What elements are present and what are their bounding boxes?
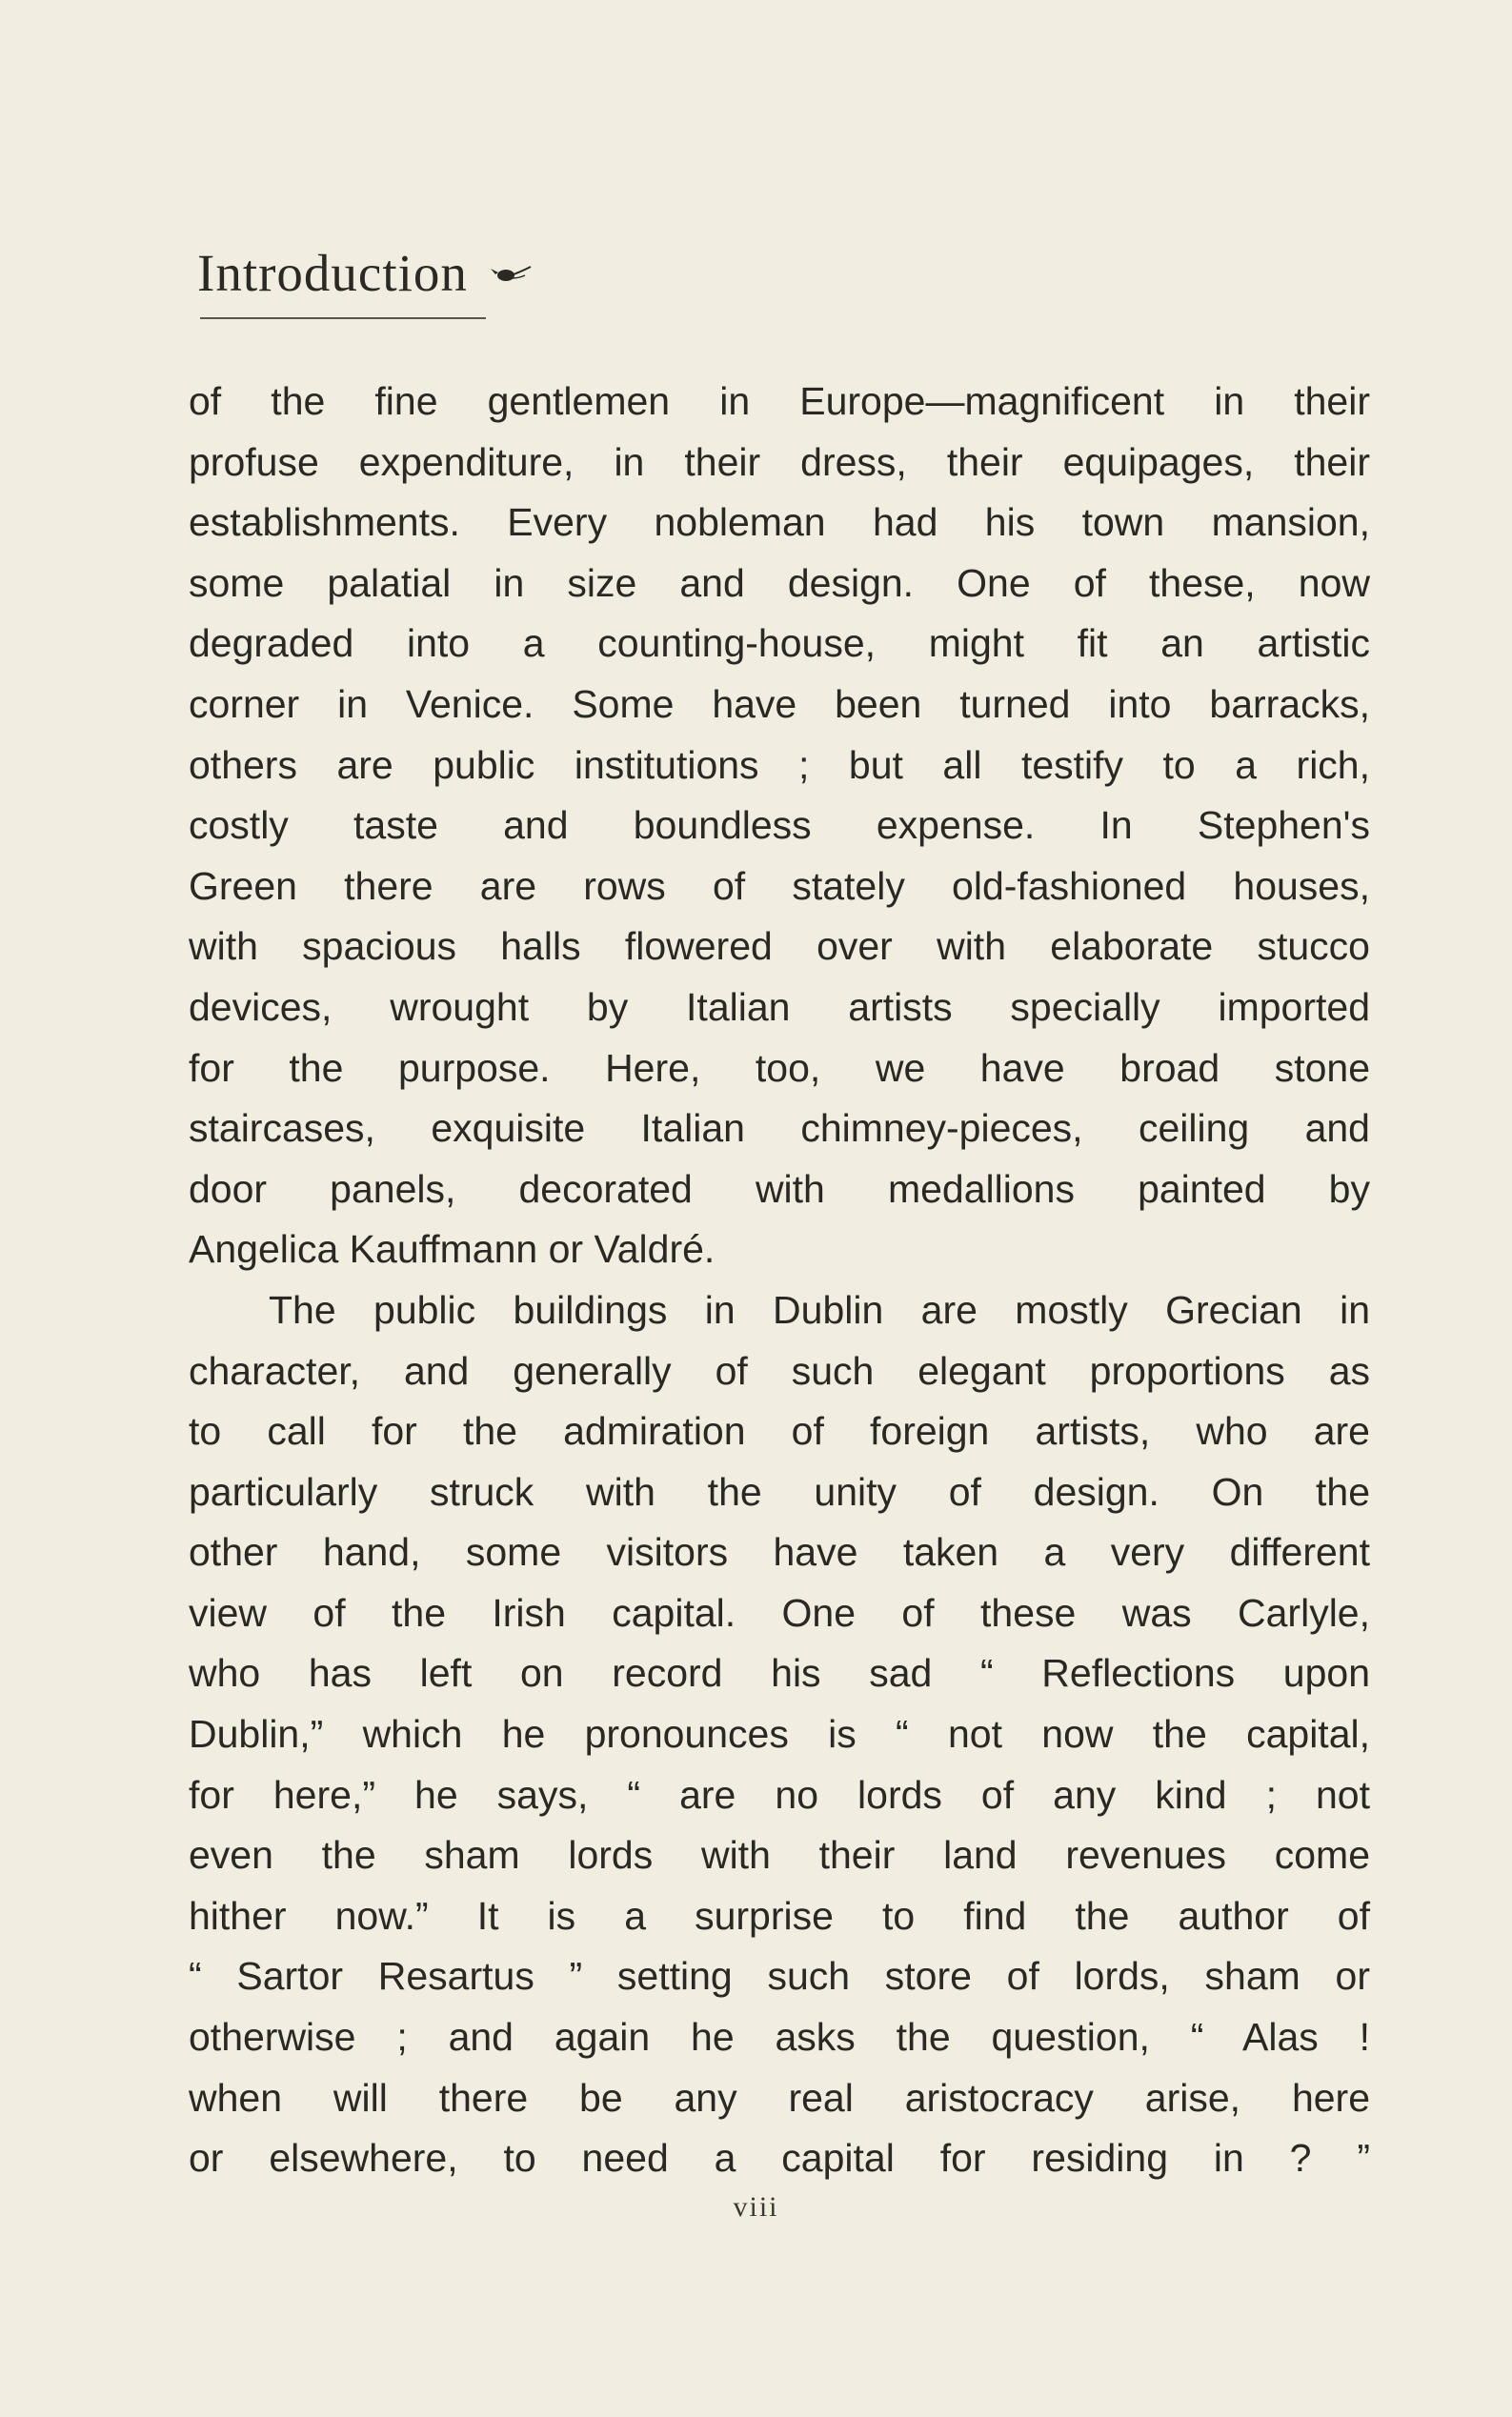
text-line: corner in Venice. Some have been turned into barracks, <box>189 681 1370 726</box>
page-number: viii <box>733 2191 779 2223</box>
paragraph-2 <box>189 1280 1370 2189</box>
text-line: Green there are rows of stately old-fashioned houses, <box>189 863 1370 908</box>
text-line: devices, wrought by Italian artists specially imported <box>189 984 1370 1029</box>
text-line: others are public institutions ; but all testify to a rich, <box>189 742 1370 787</box>
text-line: Angelica Kauffmann or Valdré. <box>189 1227 716 1272</box>
text-line: door panels, decorated with medallions painted by <box>189 1166 1370 1211</box>
text-line: even the sham lords with their land revenues come <box>189 1833 1370 1878</box>
text-line: character, and generally of such elegant proportions as <box>189 1348 1370 1393</box>
text-line: who has left on record his sad “ Reflections upon <box>189 1651 1370 1696</box>
text-line: when will there be any real aristocracy arise, here <box>189 2075 1370 2120</box>
running-head: Introduction <box>197 244 468 302</box>
hand-pointer-ornament-icon <box>489 263 533 291</box>
paragraph-1 <box>189 372 1370 1280</box>
text-line: costly taste and boundless expense. In Stephen's <box>189 803 1370 848</box>
text-line: establishments. Every nobleman had his town mansion, <box>189 500 1370 545</box>
text-line: hither now.” It is a surprise to find the author of <box>189 1893 1370 1938</box>
text-line: or elsewhere, to need a capital for residing in ? ” <box>189 2136 1370 2181</box>
text-line: view of the Irish capital. One of these was Carlyle, <box>189 1590 1370 1635</box>
text-line: for the purpose. Here, too, we have broad stone <box>189 1045 1370 1090</box>
text-line: for here,” he says, “ are no lords of any kind ; not <box>189 1772 1370 1817</box>
text-line: otherwise ; and again he asks the question, “ Alas ! <box>189 2015 1370 2060</box>
text-line: some palatial in size and design. One of these, now <box>189 560 1370 605</box>
text-line: staircases, exquisite Italian chimney-pieces, ceiling and <box>189 1106 1370 1151</box>
text-line: “ Sartor Resartus ” setting such store of lords, sham or <box>189 1954 1370 1999</box>
body-text <box>189 372 1370 2189</box>
page-header <box>197 243 533 303</box>
header-rule <box>200 317 486 319</box>
text-line: profuse expenditure, in their dress, their equipages, their <box>189 439 1370 484</box>
text-line: The public buildings in Dublin are mostly Grecian in <box>269 1287 1370 1332</box>
text-line: degraded into a counting-house, might fit an artistic <box>189 621 1370 666</box>
text-line: to call for the admiration of foreign artists, who are <box>189 1409 1370 1454</box>
text-line: of the fine gentlemen in Europe—magnificent in their <box>189 379 1370 423</box>
text-line: with spacious halls flowered over with elaborate stucco <box>189 924 1370 969</box>
text-line: Dublin,” which he pronounces is “ not now the capital, <box>189 1712 1370 1757</box>
text-line: particularly struck with the unity of design. On the <box>189 1469 1370 1514</box>
text-line: other hand, some visitors have taken a very different <box>189 1530 1370 1575</box>
